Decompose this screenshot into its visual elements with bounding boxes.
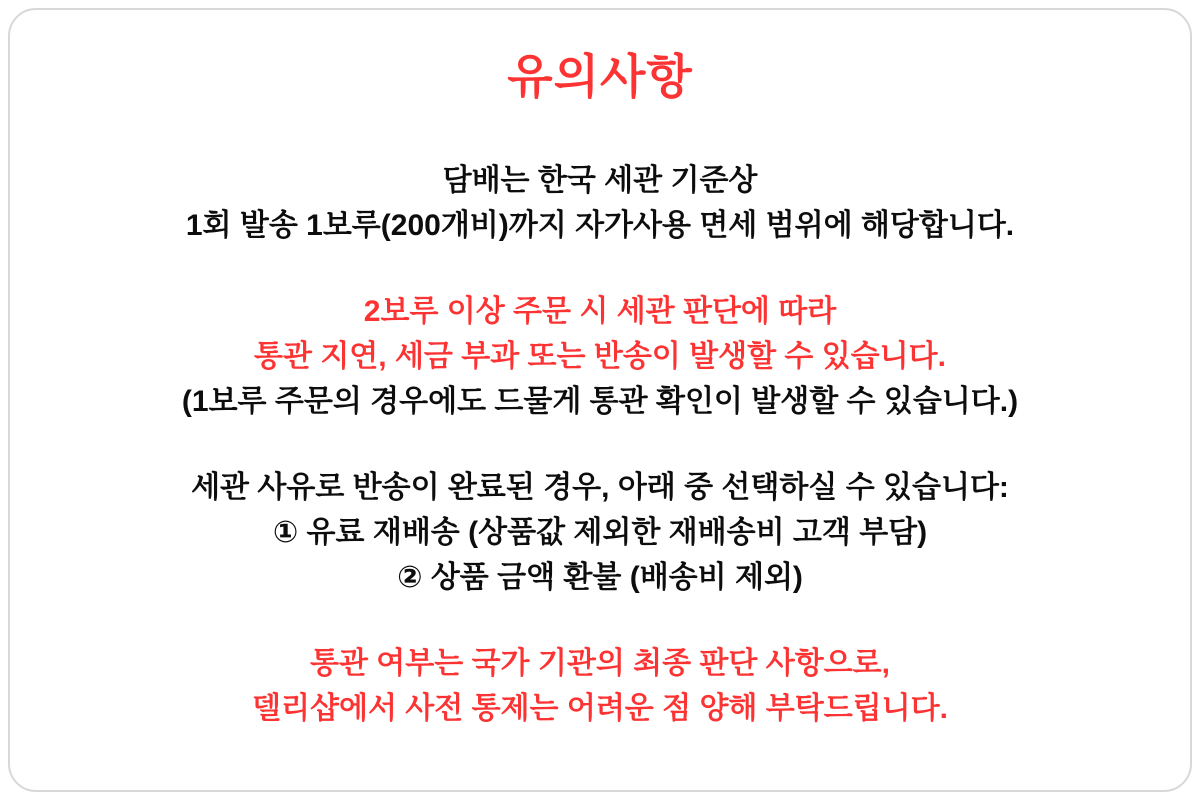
notice-line-option-2: ② 상품 금액 환불 (배송비 제외)	[397, 561, 803, 594]
notice-card	[8, 8, 1192, 792]
notice-line: 통관 지연, 세금 부과 또는 반송이 발생할 수 있습니다.	[254, 340, 946, 373]
notice-line: 세관 사유로 반송이 완료된 경우, 아래 중 선택하실 수 있습니다:	[191, 471, 1009, 504]
notice-line: 통관 여부는 국가 기관의 최종 판단 사항으로,	[310, 647, 890, 680]
notice-paragraph-customs-risk	[50, 289, 1150, 424]
notice-paragraph-disclaimer	[50, 641, 1150, 731]
notice-paragraph-return-options	[50, 465, 1150, 600]
notice-title: 유의사항	[507, 50, 693, 103]
notice-line: 2보루 이상 주문 시 세관 판단에 따라	[363, 295, 837, 328]
notice-paragraph-tax-exemption	[50, 158, 1150, 248]
notice-line: (1보루 주문의 경우에도 드물게 통관 확인이 발생할 수 있습니다.)	[181, 385, 1019, 418]
notice-line: 1회 발송 1보루(200개비)까지 자가사용 면세 범위에 해당합니다.	[185, 209, 1015, 242]
notice-line-option-1: ① 유료 재배송 (상품값 제외한 재배송비 고객 부담)	[272, 516, 928, 549]
notice-line: 델리샵에서 사전 통제는 어려운 점 양해 부탁드립니다.	[252, 692, 948, 725]
notice-line: 담배는 한국 세관 기준상	[442, 164, 758, 197]
